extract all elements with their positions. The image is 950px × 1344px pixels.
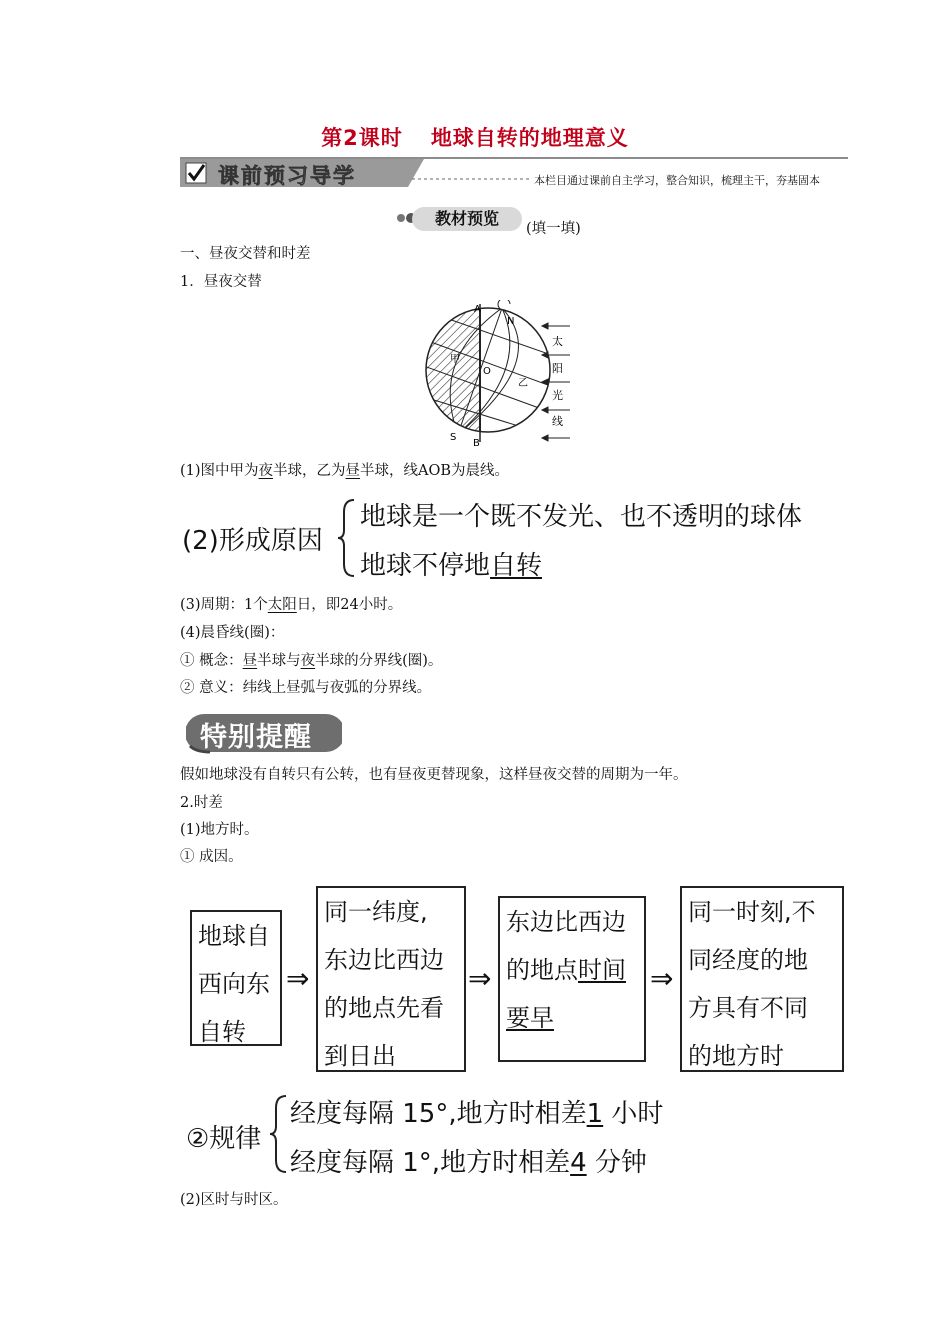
flow-arrow-3: ⇒ [650,962,674,995]
item1-text: (1)图中甲为夜半球，乙为昼半球，线AOB为晨线。 [180,463,510,479]
item3-text: (3)周期：1个太阳日，即24小时。 [180,597,403,613]
section2-sub2: ① 成因。 [180,849,243,865]
flow-box-2 [316,886,466,1072]
label-yi: 乙 [518,378,528,389]
label-jia: 甲 [450,354,460,365]
flow-box-3-line: 要早 [506,1004,554,1032]
label-b: B [473,438,480,449]
sunlight-char-4: 线 [552,415,563,428]
section1-sub1: 1．昼夜交替 [180,274,262,290]
banner-note: 本栏目通过课前自主学习，整合知识，梳理主干，夯基固本 [534,174,820,187]
sunlight-char-1: 太 [552,335,563,348]
flow-box-2-line: 东边比西边 [324,946,444,974]
flow-box-3-line: 东边比西边 [506,908,626,936]
flow-box-4-line: 方具有不同 [688,994,808,1022]
label-a: A [474,304,481,315]
section2-heading: 2.时差 [180,795,223,811]
flow-arrow-1: ⇒ [286,962,310,995]
time-zone-heading: (2)区时与时区。 [180,1192,288,1208]
section1-heading: 一、昼夜交替和时差 [180,246,311,262]
rule-line2: 经度每隔 1°,地方时相差4 分钟 [290,1148,647,1178]
banner-heading: 课前预习导学 [218,164,356,188]
brace-icon [268,1094,290,1174]
preview-suffix: (填一填) [526,221,581,237]
flow-box-4-line: 同经度的地 [688,946,808,974]
section2-sub1: (1)地方时。 [180,822,259,838]
item4-heading: (4)晨昏线(圈)： [180,625,285,641]
flow-box-2-line: 的地点先看 [324,994,444,1022]
item4-concept: ① 概念：昼半球与夜半球的分界线(圈)。 [180,653,443,669]
flow-box-3-line: 的地点时间 [506,956,626,984]
item2-label: (2)形成原因 [182,526,323,556]
page-title: 第2课时 地球自转的地理意义 [321,126,629,150]
flow-box-4-line: 同一时刻,不 [688,898,816,926]
label-s: S [450,432,457,443]
label-o: O [483,366,491,377]
item4-meaning: ② 意义：纬线上昼弧与夜弧的分界线。 [180,680,432,696]
flow-box-3 [498,896,646,1062]
rule-line1: 经度每隔 15°,地方时相差1 小时 [290,1099,664,1129]
flow-box-4 [680,886,844,1072]
flow-box-1 [190,910,282,1046]
special-reminder-text: 假如地球没有自转只有公转，也有昼夜更替现象，这样昼夜交替的周期为一年。 [180,767,688,783]
sunlight-char-2: 阳 [552,362,563,375]
item2-line1: 地球是一个既不发光、也不透明的球体 [360,502,803,532]
label-n: N [507,316,515,327]
flow-box-2-line: 到日出 [324,1042,396,1070]
special-reminder-label: 特别提醒 [200,722,312,753]
preview-label: 教材预览 [412,207,522,231]
flow-box-2-line: 同一纬度, [324,898,428,926]
sunlight-char-3: 光 [552,389,563,402]
flow-box-1-line: 西向东 [198,970,270,998]
rule-label: ②规律 [186,1124,262,1154]
day-night-globe-figure [410,300,585,450]
flow-box-1-line: 地球自 [198,922,270,950]
flow-box-4-line: 的地方时 [688,1042,784,1070]
flow-arrow-2: ⇒ [468,962,492,995]
item2-line2: 地球不停地自转 [360,551,543,581]
brace-icon [336,498,358,578]
flow-box-1-line: 自转 [198,1018,246,1046]
